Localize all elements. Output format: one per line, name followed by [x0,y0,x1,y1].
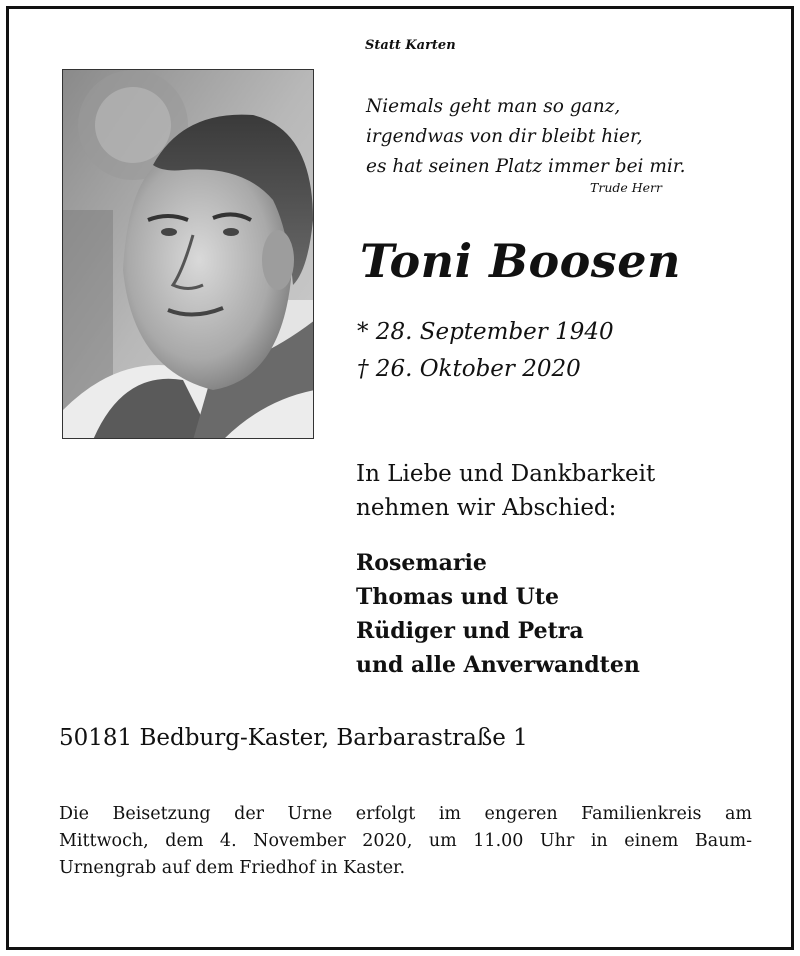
quote-author: Trude Herr [590,180,662,195]
quote-line: es hat seinen Platz immer bei mir. [366,156,686,177]
intro-line: nehmen wir Abschied: [356,495,617,521]
family-signatories [356,546,640,682]
family-member: und alle Anverwandten [356,652,640,678]
funeral-notice [59,801,752,882]
statt-karten-label: Statt Karten [365,38,456,53]
birth-date: * 28. September 1940 [357,319,614,345]
death-date: † 26. Oktober 2020 [357,356,581,382]
family-address: 50181 Bedburg-Kaster, Barbarastraße 1 [59,725,528,751]
family-member: Thomas und Ute [356,584,559,610]
quote-block [366,92,685,182]
intro-line: In Liebe und Dankbarkeit [356,461,656,487]
funeral-line: Urnengrab auf dem Friedhof in Kaster. [59,858,406,878]
funeral-line: Die Beisetzung der Urne erfolgt im engeren Familienkreis am [59,804,752,824]
family-member: Rüdiger und Petra [356,618,584,644]
life-dates [357,314,614,388]
family-member: Rosemarie [356,550,487,576]
deceased-name: Toni Boosen [360,234,681,288]
quote-line: irgendwas von dir bleibt hier, [366,126,643,147]
farewell-intro [356,457,655,525]
quote-line: Niemals geht man so ganz, [366,96,621,117]
funeral-line: Mittwoch, dem 4. November 2020, um 11.00 Uhr in einem Baum- [59,831,752,851]
portrait-photo [62,69,314,439]
